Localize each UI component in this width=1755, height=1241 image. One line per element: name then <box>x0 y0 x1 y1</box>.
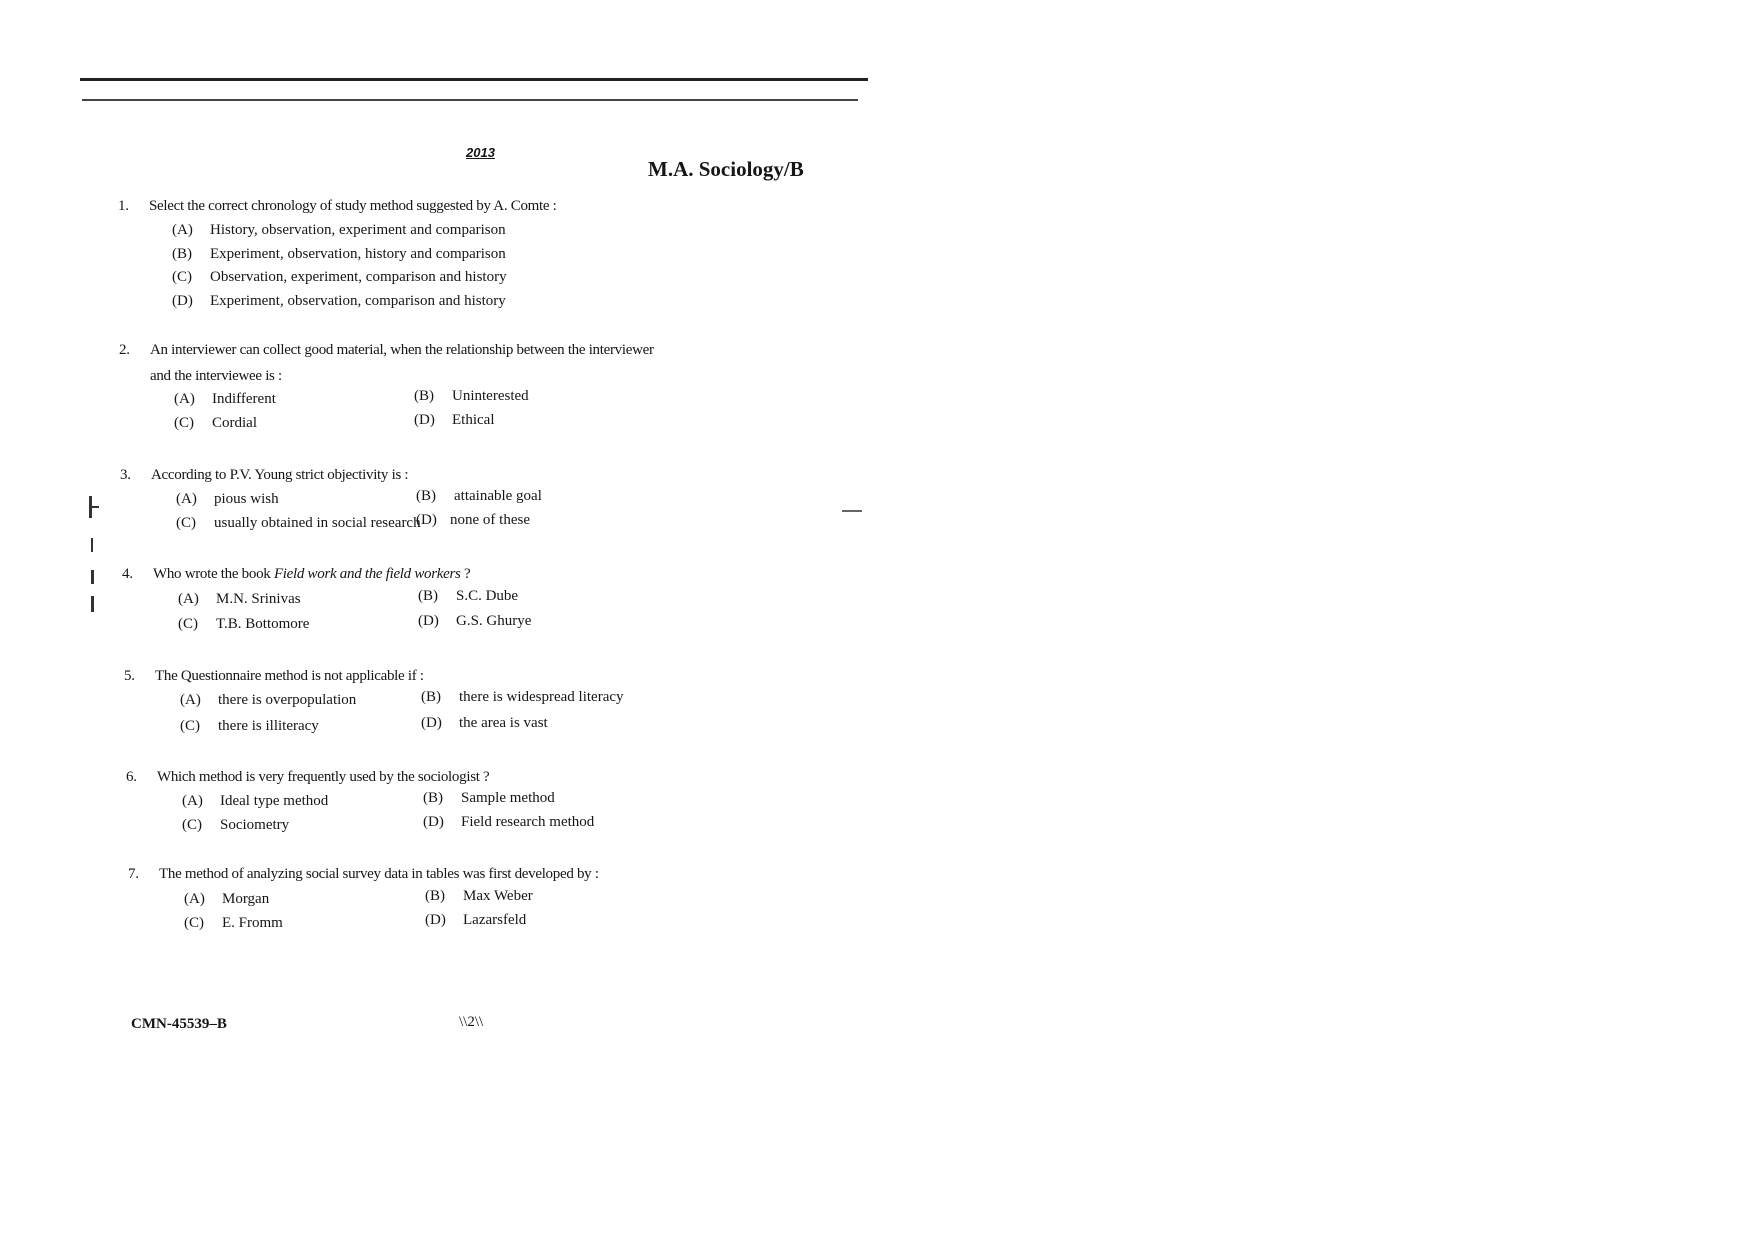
question-number: 6. <box>126 769 137 785</box>
option-d: (D) Field research method <box>423 814 595 830</box>
option-b: (B) Experiment, observation, history and comparison <box>172 246 506 262</box>
exam-year: 2013 <box>466 145 495 160</box>
option-a: (A) Morgan <box>184 891 270 907</box>
question-text: Which method is very frequently used by the sociologist ? <box>157 769 490 785</box>
question-number: 2. <box>119 342 130 358</box>
option-c: (C) Sociometry <box>182 817 290 833</box>
question-text: An interviewer can collect good material, when the relationship between the interviewer <box>150 342 654 358</box>
scan-mark <box>89 506 99 508</box>
scan-mark <box>842 510 862 512</box>
option-c: (C) usually obtained in social research <box>176 515 421 531</box>
option-b: (B) Uninterested <box>414 388 529 404</box>
question-text: Select the correct chronology of study method suggested by A. Comte : <box>149 198 557 214</box>
option-a: (A) History, observation, experiment and comparison <box>172 222 506 238</box>
top-rule <box>80 78 868 81</box>
option-d: (D) Experiment, observation, comparison and history <box>172 293 506 309</box>
option-c: (C) Cordial <box>174 415 257 431</box>
question-text-line2: and the interviewee is : <box>150 368 282 384</box>
option-a: (A) Indifferent <box>174 391 276 407</box>
question-number: 3. <box>120 467 131 483</box>
option-c: (C) Observation, experiment, comparison and history <box>172 269 507 285</box>
question-number: 1. <box>118 198 129 214</box>
paper-code: CMN-45539–B <box>131 1016 227 1032</box>
option-a: (A) Ideal type method <box>182 793 329 809</box>
question-number: 4. <box>122 566 133 582</box>
scan-mark <box>91 570 94 584</box>
option-a: (A) there is overpopulation <box>180 692 357 708</box>
question-text: The Questionnaire method is not applicable if : <box>155 668 424 684</box>
option-d: (D) Lazarsfeld <box>425 912 527 928</box>
page-title: M.A. Sociology/B <box>648 157 804 181</box>
option-d: (D) G.S. Ghurye <box>418 613 532 629</box>
option-d: (D) none of these <box>416 512 530 528</box>
scan-mark <box>91 538 93 552</box>
question-text: Who wrote the book Field work and the field workers ? <box>153 566 471 582</box>
option-c: (C) there is illiteracy <box>180 718 319 734</box>
option-b: (B) there is widespread literacy <box>421 689 624 705</box>
scan-mark <box>91 596 94 612</box>
option-b: (B) attainable goal <box>416 488 542 504</box>
option-c: (C) T.B. Bottomore <box>178 616 310 632</box>
option-a: (A) pious wish <box>176 491 279 507</box>
option-b: (B) Sample method <box>423 790 555 806</box>
question-text: The method of analyzing social survey data in tables was first developed by : <box>159 866 599 882</box>
question-number: 7. <box>128 866 139 882</box>
option-d: (D) Ethical <box>414 412 495 428</box>
question-text: According to P.V. Young strict objectivity is : <box>151 467 409 483</box>
page-number: \\2\\ <box>459 1014 484 1030</box>
question-number: 5. <box>124 668 135 684</box>
option-a: (A) M.N. Srinivas <box>178 591 301 607</box>
top-rule-thin <box>82 99 858 101</box>
option-c: (C) E. Fromm <box>184 915 283 931</box>
option-d: (D) the area is vast <box>421 715 548 731</box>
option-b: (B) Max Weber <box>425 888 533 904</box>
option-b: (B) S.C. Dube <box>418 588 519 604</box>
